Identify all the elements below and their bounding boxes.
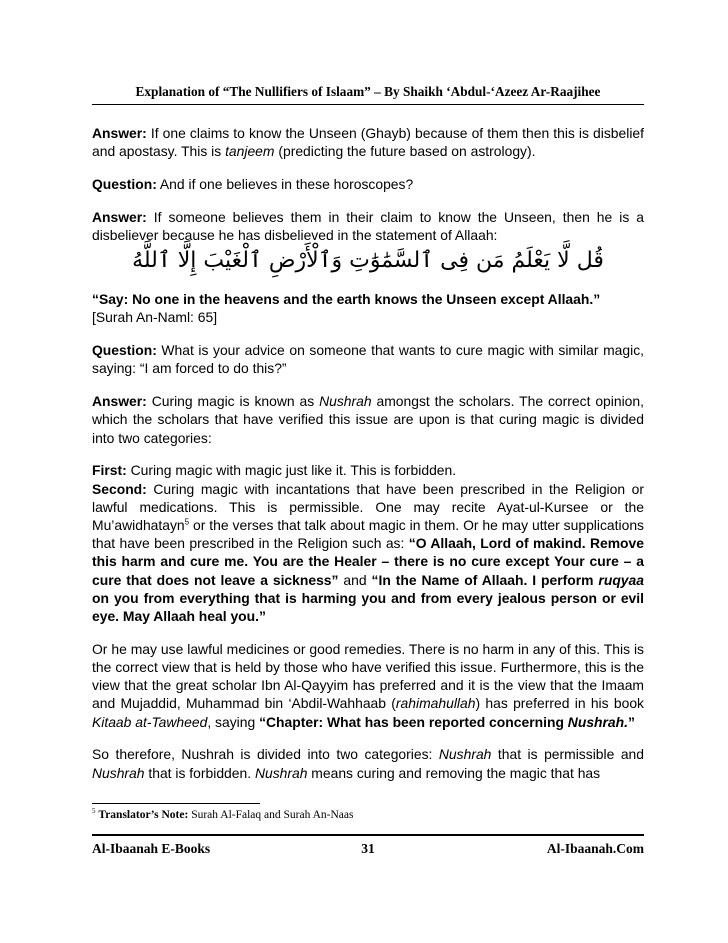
paragraph-answer-2: Answer: If someone believes them in their claim to know the Unseen, then he is a disbeliever because he has disbelieved in the statement of Allaah: [92,208,644,243]
paragraph-answer-3: Answer: Curing magic is known as Nushrah amongst the scholars. The correct opinion, which the scholars that have verified this issue are upon is that curing magic is divided into two categories: [92,393,644,446]
arabic-verse: قُل لَّا يَعْلَمُ مَن فِى ٱلسَّمَٰوَٰتِ وَٱلْأَرْضِ ٱلْغَيْبَ إِلَّا ٱللَّهُ [132,248,604,274]
footnote: $^5$ Translator’s Note: Surah Al-Falaq and Surah An-Naas [92,807,354,821]
footer-publisher: Al-Ibaanah E-Books [92,841,211,856]
footnote-ref[interactable]: 5 [184,517,190,527]
body-text [92,124,644,796]
paragraph-question-1: Question: And if one believes in these horoscopes? [92,176,414,192]
page-number: 31 [361,841,375,856]
paragraph-answer-1: Answer: If one claims to know the Unseen (Ghayb) because of them then this is disbelief and apostasy. This is tanjeem (predicting the future based on astrology). [92,125,644,160]
running-header: Explanation of “The Nullifiers of Islaam” – By Shaikh ‘Abdul-‘Azeez Ar-Raajihee [135,84,601,99]
paragraph-conclusion: So therefore, Nushrah is divided into two categories: Nushrah that is permissible and Nushrah that is forbidden. Nushrah means curing and removing the magic that has [92,746,644,781]
verse-translation: “Say: No one in the heavens and the earth knows the Unseen except Allaah.” [Surah An-Naml: 65] [92,291,601,326]
paragraph-question-2: Question: What is your advice on someone that wants to cure magic with similar magic, saying: “I am forced to do this?” [92,342,644,377]
paragraph-second: Second: Curing magic with incantations that have been prescribed in the Religion or lawful medications. This is permissible. One may recite Ayat-ul-Kursee or the Mu’awidhatayn$^5$ or the verses that talk about magic in them. Or he may utter supplications that have been prescribed in the Religion such as: “O Allaah, Lord of makind. Remove this harm and cure me. You are the Healer – there is no cure except Your cure – a cure that does not leave a sickness” and “In the Name of Allaah. I perform ruqyaa on you from everything that is harming you and from every jealous person or evil eye. May Allaah heal you.” [92,480,644,625]
paragraph-remedies: Or he may use lawful medicines or good remedies. There is no harm in any of this. This is the correct view that is held by those who have verified this issue. Furthermore, this is the view that the great scholar Ibn Al-Qayyim has preferred and it is the view that the Imaam and Mujaddid, Muhammad bin ‘Abdil-Wahhaab (rahimahullah) has preferred in his book Kitaab at-Tawheed, saying “Chapter: What has been reported concerning Nushrah.” [92,640,645,730]
paragraph-first: First: Curing magic with magic just like it. This is forbidden. [92,462,457,479]
footnote-divider [92,803,260,804]
footer-divider [92,834,644,836]
footer-website[interactable]: Al-Ibaanah.Com [546,841,644,856]
header-divider [92,104,644,105]
